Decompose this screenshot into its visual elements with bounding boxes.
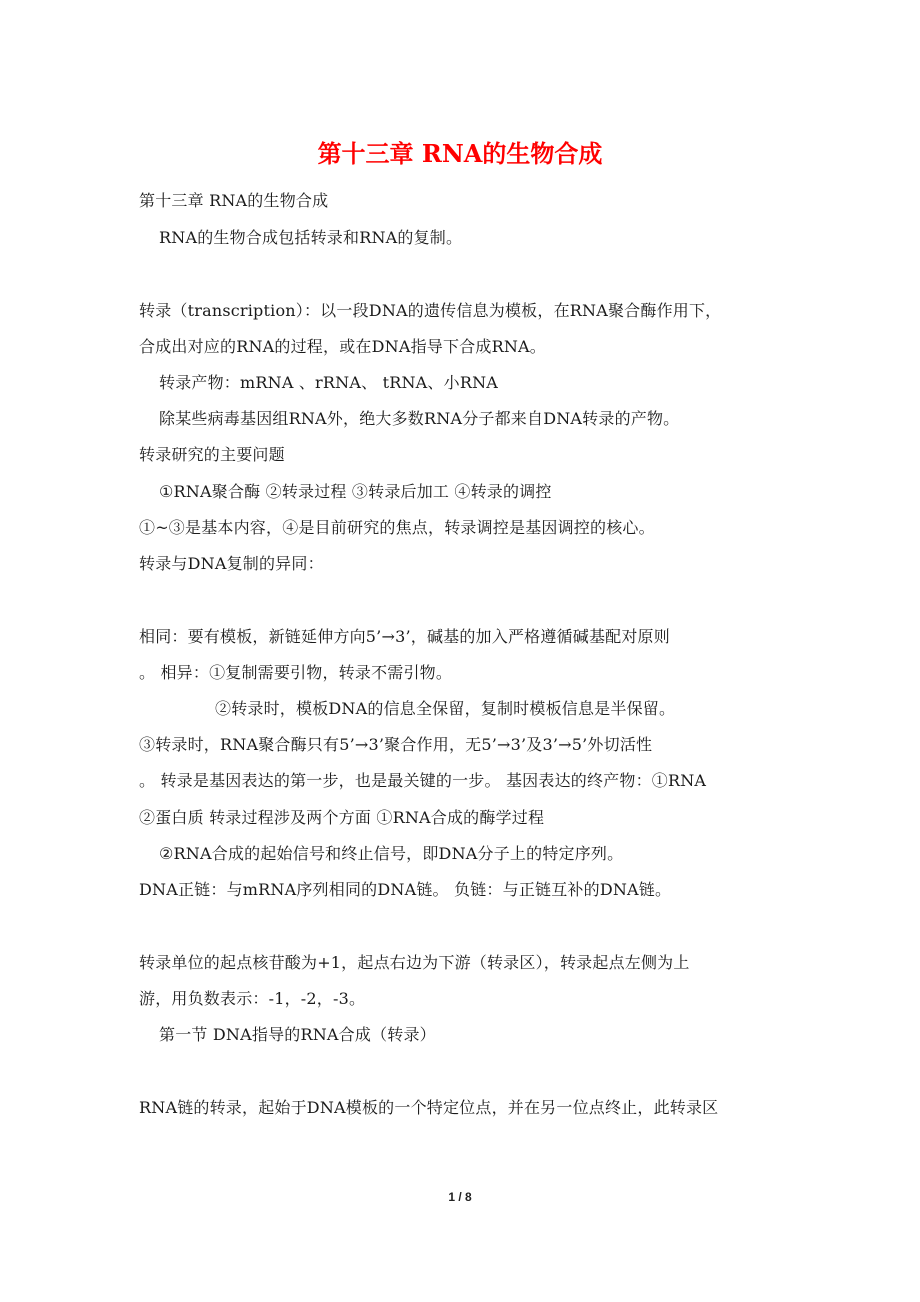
paragraph-line: DNA正链：与mRNA序列相同的DNA链。 负链：与正链互补的DNA链。 bbox=[139, 880, 672, 899]
paragraph-line: 合成出对应的RNA的过程，或在DNA指导下合成RNA。 bbox=[139, 337, 546, 356]
paragraph-line: ①~③是基本内容，④是目前研究的焦点，转录调控是基因调控的核心。 bbox=[139, 518, 655, 537]
chapter-heading: 第十三章 RNA的生物合成 bbox=[139, 191, 329, 210]
document-title: 第十三章 RNA的生物合成 bbox=[317, 139, 603, 168]
paragraph-line: 转录（transcription）：以一段DNA的遗传信息为模板，在RNA聚合酶作用下， bbox=[139, 301, 722, 320]
paragraph-line: 转录单位的起点核苷酸为+1，起点右边为下游（转录区），转录起点左侧为上 bbox=[139, 953, 690, 972]
paragraph-line: RNA链的转录，起始于DNA模板的一个特定位点，并在另一位点终止，此转录区 bbox=[139, 1098, 719, 1117]
paragraph-line: 游，用负数表示：-1，-2，-3。 bbox=[139, 989, 366, 1008]
list-line: ①RNA聚合酶 ②转录过程 ③转录后加工 ④转录的调控 bbox=[159, 482, 552, 501]
paragraph-line: 转录产物：mRNA 、rRNA、 tRNA、小RNA bbox=[159, 373, 499, 392]
paragraph-line: RNA的生物合成包括转录和RNA的复制。 bbox=[159, 228, 463, 247]
section-heading: 第一节 DNA指导的RNA合成（转录） bbox=[159, 1025, 436, 1044]
paragraph-line: ②蛋白质 转录过程涉及两个方面 ①RNA合成的酶学过程 bbox=[139, 808, 545, 827]
page-number: 1 / 8 bbox=[448, 1190, 472, 1204]
paragraph-line: ②转录时，模板DNA的信息全保留，复制时模板信息是半保留。 bbox=[215, 699, 676, 718]
paragraph-line: 。 转录是基因表达的第一步，也是最关键的一步。 基因表达的终产物：①RNA bbox=[139, 771, 707, 790]
paragraph-line: 转录与DNA复制的异同： bbox=[139, 554, 324, 573]
paragraph-line: 相同：要有模板，新链延伸方向5’→3’，碱基的加入严格遵循碱基配对原则 bbox=[139, 627, 670, 646]
paragraph-line: ②RNA合成的起始信号和终止信号，即DNA分子上的特定序列。 bbox=[159, 844, 624, 863]
paragraph-line: 。 相异：①复制需要引物，转录不需引物。 bbox=[139, 663, 453, 682]
paragraph-line: ③转录时，RNA聚合酶只有5’→3’聚合作用，无5’→3’及3’→5’外切活性 bbox=[139, 735, 653, 754]
paragraph-line: 除某些病毒基因组RNA外，绝大多数RNA分子都来自DNA转录的产物。 bbox=[159, 409, 680, 428]
section-heading: 转录研究的主要问题 bbox=[139, 445, 285, 464]
